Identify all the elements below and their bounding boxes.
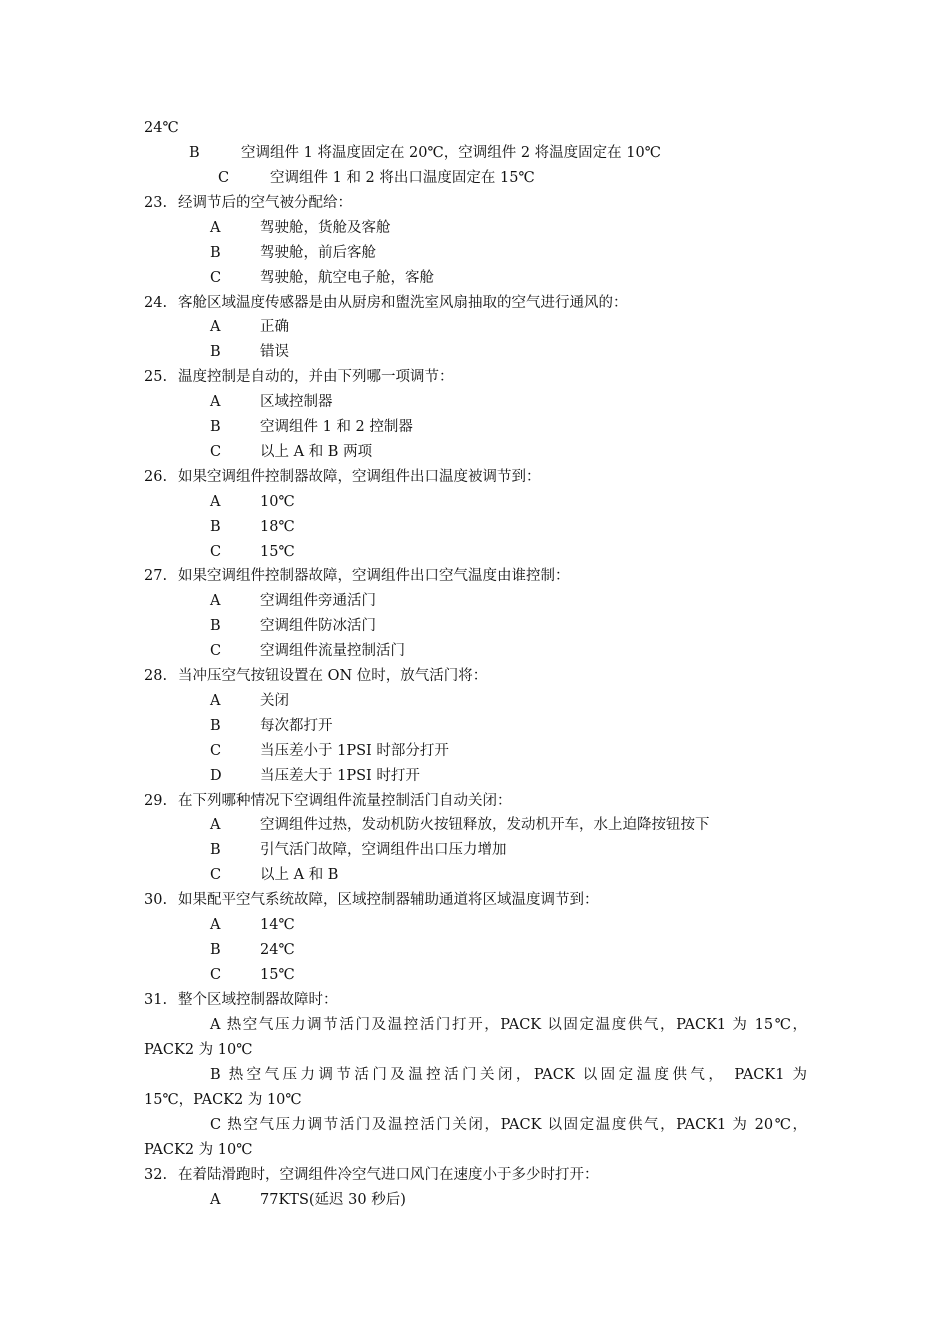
option-text: 以上 A 和 B 两项 <box>260 444 373 460</box>
option-letter: A <box>210 593 221 609</box>
option-letter: A <box>210 817 221 833</box>
question-line <box>144 365 454 389</box>
question-text: 如果配平空气系统故障，区域控制器辅助通道将区域温度调节到： <box>178 892 599 908</box>
option-text: 空调组件 1 和 2 将出口温度固定在 15℃ <box>270 170 535 186</box>
option-text: 24℃ <box>260 942 295 958</box>
option-text: 引气活门故障，空调组件出口压力增加 <box>260 842 507 858</box>
option-line <box>210 415 413 439</box>
option-letter: A <box>210 917 221 933</box>
option-text: 驾驶舱，航空电子舱，客舱 <box>260 270 434 286</box>
question-text: 经调节后的空气被分配给： <box>178 195 352 211</box>
option-letter: C <box>210 967 222 983</box>
option-text: 77KTS(延迟 30 秒后) <box>260 1192 406 1208</box>
question-number: 24. <box>144 295 168 311</box>
option-text: 热空气压力调节活门及温控活门关闭，PACK 以固定温度供气， PACK1 为 <box>228 1067 807 1083</box>
option-text: PACK2 为 10℃ <box>144 1142 253 1158</box>
option-line <box>210 838 507 862</box>
option-letter: D <box>210 768 222 784</box>
option-line <box>210 739 449 763</box>
option-line <box>210 813 710 837</box>
option-line <box>210 963 295 987</box>
option-letter: C <box>210 444 222 460</box>
option-letter: A <box>210 1192 221 1208</box>
option-letter: C <box>210 270 222 286</box>
option-letter: C <box>210 867 222 883</box>
option-line <box>210 689 289 713</box>
option-text: 10℃ <box>260 494 295 510</box>
question-number: 26. <box>144 469 168 485</box>
option-text: 当压差小于 1PSI 时部分打开 <box>260 743 449 759</box>
option-line <box>210 764 420 788</box>
question-text: 在下列哪种情况下空调组件流量控制活门自动关闭： <box>178 793 512 809</box>
question-text: 客舱区域温度传感器是由从厨房和盥洗室风扇抽取的空气进行通风的： <box>178 295 628 311</box>
option-letter: A <box>210 1017 221 1033</box>
option-text: 驾驶舱，前后客舱 <box>260 245 376 261</box>
option-line <box>210 938 295 962</box>
option-letter: B <box>210 842 221 858</box>
option-letter: B <box>210 519 221 535</box>
option-letter: C <box>210 1117 222 1133</box>
question-number: 32. <box>144 1167 168 1183</box>
option-letter: B <box>210 618 221 634</box>
option-line <box>210 340 289 364</box>
question-line <box>144 988 338 1012</box>
option-line <box>210 241 376 265</box>
option-line <box>210 515 295 539</box>
question-text: 如果空调组件控制器故障，空调组件出口空气温度由谁控制： <box>178 568 570 584</box>
option-text: 14℃ <box>260 917 295 933</box>
option-text: 15℃ <box>260 967 295 983</box>
option-letter: C <box>210 643 222 659</box>
continuation-line <box>144 116 179 140</box>
option-line <box>210 315 289 339</box>
option-text: 空调组件过热，发动机防火按钮释放，发动机开车，水上迫降按钮按下 <box>260 817 710 833</box>
option-text: 15℃ <box>260 544 295 560</box>
question-line <box>144 888 599 912</box>
question-text: 整个区域控制器故障时： <box>178 992 338 1008</box>
question-number: 27. <box>144 568 168 584</box>
option-line <box>210 1063 807 1087</box>
option-line <box>210 266 434 290</box>
option-letter: C <box>218 170 230 186</box>
option-letter: B <box>210 344 221 360</box>
option-letter: C <box>210 544 222 560</box>
option-text: 空调组件流量控制活门 <box>260 643 405 659</box>
question-number: 25. <box>144 369 168 385</box>
question-number: 28. <box>144 668 168 684</box>
option-letter: B <box>189 145 200 161</box>
option-text: 正确 <box>260 319 289 335</box>
question-line <box>144 291 628 315</box>
option-line <box>210 1013 807 1037</box>
option-line <box>218 166 535 190</box>
option-text: 关闭 <box>260 693 289 709</box>
option-line <box>210 216 391 240</box>
option-text: 驾驶舱，货舱及客舱 <box>260 220 391 236</box>
question-line <box>144 1163 599 1187</box>
option-text: 空调组件防冰活门 <box>260 618 376 634</box>
option-line <box>210 540 295 564</box>
option-text: PACK2 为 10℃ <box>144 1042 253 1058</box>
option-continuation <box>144 1088 302 1112</box>
question-line <box>144 564 570 588</box>
question-text: 温度控制是自动的，并由下列哪一项调节： <box>178 369 454 385</box>
option-text: 15℃，PACK2 为 10℃ <box>144 1092 302 1108</box>
option-continuation <box>144 1138 252 1162</box>
option-text: 空调组件 1 和 2 控制器 <box>260 419 413 435</box>
option-text: 每次都打开 <box>260 718 333 734</box>
option-line <box>210 589 376 613</box>
question-number: 31. <box>144 992 168 1008</box>
question-number: 29. <box>144 793 168 809</box>
option-text: 当压差大于 1PSI 时打开 <box>260 768 420 784</box>
option-text: 18℃ <box>260 519 295 535</box>
option-letter: A <box>210 693 221 709</box>
option-text: 空调组件 1 将温度固定在 20℃，空调组件 2 将温度固定在 10℃ <box>241 145 661 161</box>
option-letter: B <box>210 718 221 734</box>
option-letter: A <box>210 220 221 236</box>
option-line <box>210 1188 406 1212</box>
option-text: 错误 <box>260 344 289 360</box>
option-letter: C <box>210 743 222 759</box>
option-line <box>210 390 333 414</box>
option-line <box>210 440 372 464</box>
question-text: 如果空调组件控制器故障，空调组件出口温度被调节到： <box>178 469 541 485</box>
option-continuation <box>144 1038 252 1062</box>
question-text: 在着陆滑跑时，空调组件冷空气进口风门在速度小于多少时打开： <box>178 1167 599 1183</box>
option-letter: B <box>210 942 221 958</box>
option-line <box>210 639 405 663</box>
option-line <box>210 913 295 937</box>
option-letter: A <box>210 394 221 410</box>
option-line <box>210 1113 807 1137</box>
option-line <box>210 714 333 738</box>
option-text: 空调组件旁通活门 <box>260 593 376 609</box>
option-line <box>210 490 295 514</box>
question-line <box>144 664 487 688</box>
option-line <box>210 863 338 887</box>
option-text: 热空气压力调节活门及温控活门打开，PACK 以固定温度供气，PACK1 为 15℃， <box>226 1017 808 1033</box>
option-letter: A <box>210 319 221 335</box>
question-line <box>144 465 541 489</box>
continuation-text: 24℃ <box>144 120 179 136</box>
option-text: 热空气压力调节活门及温控活门关闭，PACK 以固定温度供气，PACK1 为 20℃， <box>227 1117 807 1133</box>
question-line <box>144 191 352 215</box>
option-letter: A <box>210 494 221 510</box>
option-line <box>189 141 661 165</box>
option-letter: B <box>210 1067 221 1083</box>
question-line <box>144 789 512 813</box>
question-text: 当冲压空气按钮设置在 ON 位时，放气活门将： <box>178 668 488 684</box>
option-letter: B <box>210 419 221 435</box>
option-line <box>210 614 376 638</box>
option-text: 以上 A 和 B <box>260 867 339 883</box>
option-text: 区域控制器 <box>260 394 333 410</box>
option-letter: B <box>210 245 221 261</box>
question-number: 23. <box>144 195 168 211</box>
question-number: 30. <box>144 892 168 908</box>
